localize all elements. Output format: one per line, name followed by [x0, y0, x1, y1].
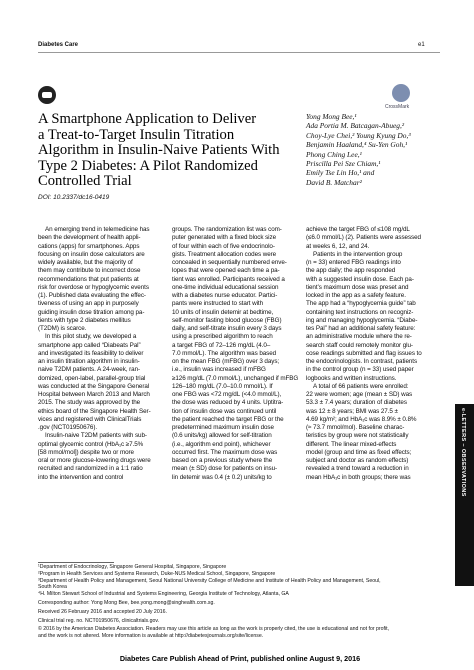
column-2-line: the dose was reduced by 4 units. Uptitra-	[172, 399, 284, 407]
column-1-line: optimal glycemic control (HbA₁c ≥7.5%	[38, 440, 144, 448]
column-3-line: an administrative module where the re-	[306, 333, 412, 341]
column-2-line: on the mean FBG (mFBG) over 3 days;	[172, 358, 280, 365]
column-3-line: tes Pal” had an additional safety feature:	[306, 325, 416, 332]
column-3-line: in the control group (n = 33) used paper	[306, 366, 414, 374]
footnote-affiliation-3: ³Department of Health Policy and Management, Seoul National University College of Medicine and Institute of Health Policy and Management, Seoul,	[38, 577, 381, 584]
column-1-line: risk for overdose or hypoglycemic events	[38, 283, 149, 291]
column-3-line: mean HbA₁c in both groups; there was	[306, 473, 411, 481]
column-1-line: guiding insulin dose titration among pa-	[38, 308, 145, 316]
column-1-line: 2015. The study was approved by the	[38, 399, 141, 407]
column-3-line: achieve the target FBG of ≤108 mg/dL	[306, 226, 410, 233]
column-2-line: the patient reached the target FBG or the	[172, 415, 284, 423]
body-column-1	[38, 226, 166, 482]
column-3-line: the endocrinologists. In contrast, patients	[306, 358, 418, 365]
column-2-line: a target FBG of 72–126 mg/dL (4.0–	[172, 341, 271, 349]
column-3-line: logbooks and written instructions.	[306, 374, 397, 382]
column-2-line: groups. The randomization list was com-	[172, 226, 282, 233]
column-3-line: at weeks 6, 12, and 24.	[306, 242, 370, 250]
column-3-line: different. The linear mixed-effects	[306, 440, 397, 448]
section-side-tab-label: e-LETTERS – OBSERVATIONS	[460, 408, 466, 497]
column-3-line: (≈ 73.7 mmol/mol). Baseline charac-	[306, 424, 405, 431]
header-divider	[38, 52, 440, 53]
column-2-line: using a prescribed algorithm to reach	[172, 333, 273, 341]
column-2-line: self-monitor fasting blood glucose (FBG)	[172, 316, 282, 324]
column-2-line: concealed in sequentially numbered enve-	[172, 259, 287, 266]
column-2-line: lin detemir was 0.4 (± 0.2) units/kg to	[172, 473, 272, 481]
column-2-line: daily, and self-titrate insulin every 3 days	[172, 325, 282, 332]
column-1-line: tients with type 2 diabetes mellitus	[38, 316, 131, 324]
column-3-line: the app daily; the app responded	[306, 267, 396, 275]
column-1-line: In this pilot study, we developed a	[45, 333, 137, 341]
column-2-line: puter generated with a fixed block size	[172, 234, 276, 242]
column-1-line: recruited and randomized in a 1:1 ratio	[38, 465, 143, 473]
author-list: Yong Mong Bee,¹ Ada Portia M. Batcagan-Abueg,² Choy-Lye Chei,² Young Kyung Do,³ Benjamin Haaland,⁴ Su-Yen Goh,¹ Phong Ching Lee,¹ Priscilla Pei Sze Chiam,¹ Emily Tse Lin Ho,¹ and David B. Matchar²	[306, 112, 411, 187]
column-3-line: tient’s maximum dose was preset and	[306, 283, 409, 291]
column-2-line: of four within each of five endocrinolo-	[172, 242, 275, 250]
column-2-line: mean (± SD) dose for patients on insu-	[172, 465, 278, 473]
column-2-line: ≥126 mg/dL (7.0 mmol/L), unchanged if mFBG	[172, 374, 299, 382]
footnote-affiliation-2: ²Program in Health Services and Systems Research, Duke-NUS Medical School, Singapore, Singapore	[38, 570, 276, 577]
column-3-line: (n = 33) entered FBG readings into	[306, 259, 401, 266]
column-1-line: widely available, but the majority of	[38, 259, 133, 266]
publish-ahead-line: Diabetes Care Publish Ahead of Print, published online August 9, 2016	[119, 654, 361, 663]
column-3-line: The app had a “hypoglycemia guide” tab	[306, 300, 416, 308]
column-3-line: revealed a trend toward a reduction in	[306, 465, 409, 473]
column-3-line: search staff could remotely monitor glu-	[306, 341, 413, 349]
column-3-line: 22 were women; age (mean ± SD) was	[306, 391, 413, 398]
column-3-line: locked in the app as a safety feature.	[306, 292, 406, 299]
column-1-line: recommendations that put patients at	[38, 275, 139, 283]
column-3-line: containing text instructions on recogniz-	[306, 308, 414, 316]
copyright-notice: © 2016 by the American Diabetes Association. Readers may use this article as long as the work is properly cited, the use is educational and not for profit,	[38, 626, 389, 633]
column-1-line: and investigated its feasibility to deliver	[38, 349, 144, 357]
column-3-line: model (group and time as fixed effects;	[306, 448, 412, 456]
column-1-line: Insulin-naive T2DM patients with sub-	[45, 432, 147, 440]
footnote-affiliation-1: ¹Department of Endocrinology, Singapore General Hospital, Singapore, Singapore	[38, 564, 227, 570]
column-2-line: predetermined maximum insulin dose	[172, 424, 274, 431]
column-1-line: Hospital between March 2013 and March	[38, 391, 150, 398]
column-2-line: one FBG was <72 mg/dL (<4.0 mmol/L),	[172, 391, 282, 398]
column-2-line: i.e., insulin was increased if mFBG	[172, 366, 266, 374]
column-2-line: (i.e., algorithm end point), whichever	[172, 440, 271, 448]
corresponding-author: Corresponding author: Yong Mong Bee, bee.yong.mong@singhealth.com.sg.	[38, 599, 215, 606]
column-3-line: with a suggested insulin dose. Each pa-	[306, 275, 414, 283]
journal-name: Diabetes Care	[38, 42, 79, 48]
column-3-line: subject and doctor as random effects)	[306, 457, 409, 464]
column-2-line: 7.0 mmol/L). The algorithm was based	[172, 349, 277, 357]
column-2-line: based on a previous study where the	[172, 457, 273, 464]
column-3-line: Patients in the intervention group	[313, 250, 403, 258]
column-1-line: been the development of health appli-	[38, 234, 141, 242]
column-3-line: (≤6.0 mmol/L) (2). Patients were assessed	[306, 234, 421, 242]
column-3-line: ing and managing hypoglycemia. “Diabe-	[306, 316, 418, 324]
column-3-line: teristics by group were not statistically	[306, 432, 409, 440]
copyright-notice-cont: and the work is not altered. More information is available at http://diabetesjournals.org/site/license.	[38, 633, 264, 640]
column-2-line: (0.6 units/kg) allowed for self-titration	[172, 432, 272, 440]
column-1-line: (1). Published data evaluating the effec-	[38, 292, 146, 299]
column-1-line: was conducted at the Singapore General	[38, 382, 150, 390]
doi[interactable]: DOI: 10.2337/dc16-0419	[38, 194, 110, 201]
body-column-2	[172, 226, 300, 482]
column-2-line: pants were instructed to start with	[172, 300, 263, 308]
column-1-line: an insulin titration algorithm in insulin-	[38, 358, 140, 365]
column-2-line: lopes that were opened each time a pa-	[172, 267, 280, 275]
footnote-affiliation-3-cont: South Korea	[38, 584, 67, 591]
column-2-line: with a diabetes nurse educator. Partici-	[172, 292, 278, 299]
column-1-line: focusing on insulin dose calculators are	[38, 250, 145, 258]
column-1-line: naive T2DM patients. A 24-week, ran-	[38, 366, 141, 374]
footnote-divider	[38, 562, 114, 563]
column-1-line: cations (apps) for smartphones. Apps	[38, 242, 140, 250]
column-1-line: them may contribute to incorrect dose	[38, 267, 141, 275]
crossmark-label: CrossMark	[385, 104, 410, 110]
column-2-line: gists. Treatment allocation codes were	[172, 250, 277, 258]
journal-logo-icon	[38, 86, 56, 104]
column-3-line: A total of 66 patients were enrolled:	[313, 382, 409, 390]
column-2-line: one-time individual educational session	[172, 283, 279, 291]
column-3-line: 53.3 ± 7.4 years; duration of diabetes	[306, 399, 407, 407]
column-1-line: .gov (NCT01950676).	[38, 424, 98, 431]
column-3-line: 4.69 kg/m²; and HbA₁c was 8.9% ± 0.8%	[306, 415, 417, 423]
column-2-line: occurred first. The maximum dose was	[172, 448, 278, 456]
page-number: e1	[418, 42, 425, 48]
column-1-line: [58 mmol/mol]) despite two or more	[38, 448, 134, 456]
column-1-line: vices and registered with ClinicalTrials	[38, 415, 142, 423]
column-3-line: was 12 ± 8 years; BMI was 27.5 ±	[306, 407, 398, 415]
column-2-line: tient was enrolled. Participants received a	[172, 275, 285, 283]
footnote-affiliation-4: ⁴H. Milton Stewart School of Industrial and Systems Engineering, Georgia Institute of Technology, Atlanta, GA	[38, 591, 289, 598]
footnotes	[38, 564, 448, 640]
column-2-line: 126–180 mg/dL (7.0–10.0 mmol/L). If	[172, 382, 273, 390]
column-2-line: 10 units of insulin detemir at bedtime,	[172, 308, 274, 316]
received-accepted: Received 26 February 2016 and accepted 20 July 2016.	[38, 608, 167, 615]
column-2-line: tion of insulin dose was continued until	[172, 407, 277, 415]
column-1-line: oral or more glucose-lowering drugs were	[38, 457, 151, 464]
column-1-line: domized, open-label, parallel-group trial	[38, 374, 146, 382]
column-1-line: tiveness of using an app in purposely	[38, 300, 139, 308]
column-1-line: ethics board of the Singapore Health Ser-	[38, 407, 151, 415]
column-1-line: into the intervention and control	[38, 473, 124, 481]
column-3-line: cose readings submitted and flag issues to	[306, 349, 422, 357]
column-1-line: (T2DM) is scarce.	[38, 325, 87, 332]
body-column-3	[306, 226, 434, 482]
column-1-line: smartphone app called “Diabeats Pal”	[38, 341, 141, 349]
trial-registration: Clinical trial reg. no. NCT01950676, clinicaltrials.gov.	[38, 617, 159, 624]
section-side-tab	[455, 404, 474, 586]
column-1-line: An emerging trend in telemedicine has	[45, 226, 150, 233]
article-title: A Smartphone Application to Deliver a Treat-to-Target Insulin Titration Algorithm in Insulin-Naive Patients With Type 2 Diabetes: A Pilot Randomized Controlled Trial	[38, 111, 280, 190]
crossmark-icon[interactable]	[392, 84, 410, 102]
